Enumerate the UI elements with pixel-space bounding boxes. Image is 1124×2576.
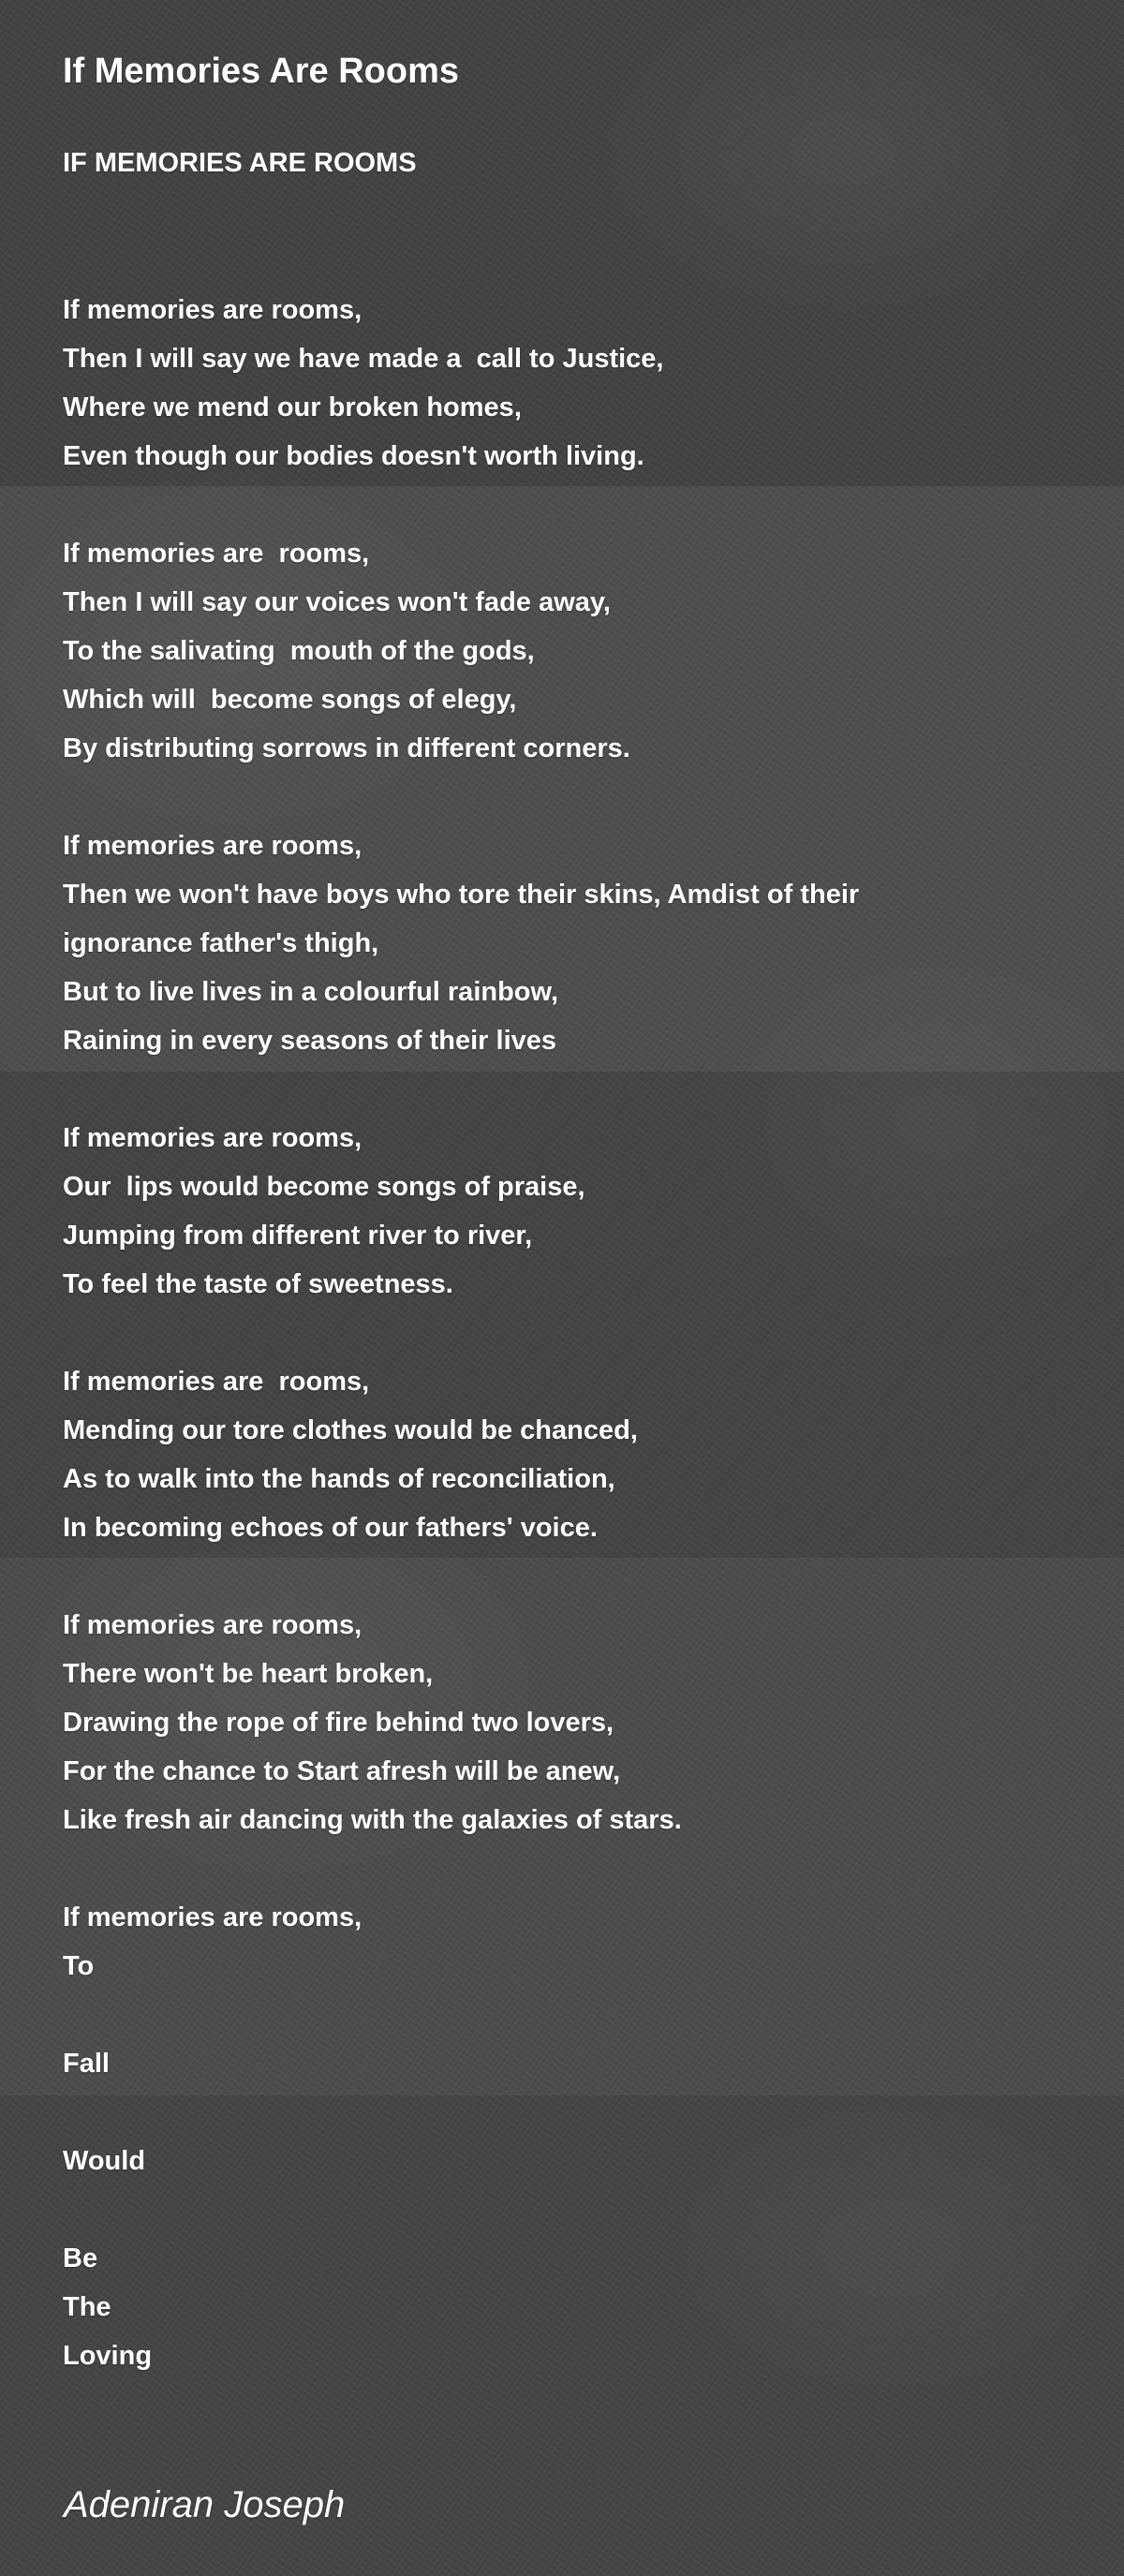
stanza bbox=[63, 1357, 1074, 1552]
poem-title: If Memories Are Rooms bbox=[63, 52, 460, 91]
poem-line: Then I will say our voices won't fade away, bbox=[63, 587, 611, 617]
poem-line: Be bbox=[63, 2243, 98, 2273]
stanza bbox=[63, 286, 1074, 481]
poem-line: Then I will say we have made a call to Justice, bbox=[63, 344, 664, 374]
poem-line: Even though our bodies doesn't worth living. bbox=[63, 441, 644, 471]
stanza-gap bbox=[63, 1991, 1074, 2039]
stanza bbox=[63, 2039, 1074, 2088]
poem-line: If memories are rooms, bbox=[63, 831, 362, 861]
stanza-gap bbox=[63, 773, 1074, 822]
stanza-gap bbox=[63, 1844, 1074, 1893]
poem-line: For the chance to Start afresh will be anew, bbox=[63, 1756, 621, 1786]
poem-line: Like fresh air dancing with the galaxies of stars. bbox=[63, 1805, 682, 1835]
poem-line: Jumping from different river to river, bbox=[63, 1221, 533, 1251]
poem-line: If memories are rooms, bbox=[63, 1367, 370, 1397]
poem-container bbox=[63, 47, 1074, 2371]
poem-line: Loving bbox=[63, 2341, 153, 2371]
stanza bbox=[63, 529, 1074, 773]
poem-body bbox=[63, 286, 1074, 2380]
poem-line: Which will become songs of elegy, bbox=[63, 685, 517, 715]
poem-line: If memories are rooms, bbox=[63, 539, 370, 569]
poem-line: Then we won't have boys who tore their skins, Amdist of their bbox=[63, 880, 860, 910]
poem-line: If memories are rooms, bbox=[63, 1610, 362, 1640]
stanza bbox=[63, 2137, 1074, 2185]
stanza-gap bbox=[63, 1309, 1074, 1357]
poem-line: By distributing sorrows in different corners. bbox=[63, 733, 630, 763]
stanza bbox=[63, 822, 1074, 1065]
poem-line: To feel the taste of sweetness. bbox=[63, 1269, 453, 1299]
poem-line: As to walk into the hands of reconciliation, bbox=[63, 1464, 615, 1494]
poem-line: Fall bbox=[63, 2049, 110, 2079]
stanza bbox=[63, 2234, 1074, 2380]
stanza bbox=[63, 1114, 1074, 1309]
poem-line: In becoming echoes of our fathers' voice. bbox=[63, 1513, 598, 1543]
poem-line: If memories are rooms, bbox=[63, 295, 362, 325]
stanza-gap bbox=[63, 1065, 1074, 1114]
poem-line: If memories are rooms, bbox=[63, 1123, 362, 1153]
poem-line: There won't be heart broken, bbox=[63, 1659, 434, 1689]
stanza bbox=[63, 1601, 1074, 1844]
stanza-gap bbox=[63, 2088, 1074, 2137]
poem-line: Would bbox=[63, 2146, 146, 2176]
poem-line: Drawing the rope of fire behind two lovers, bbox=[63, 1708, 614, 1738]
poem-author: Adeniran Joseph bbox=[64, 2484, 346, 2525]
poem-line: The bbox=[63, 2292, 111, 2322]
stanza bbox=[63, 1893, 1074, 1991]
stanza-gap bbox=[63, 1552, 1074, 1601]
poem-line: To bbox=[63, 1951, 95, 1981]
poem-line: But to live lives in a colourful rainbow, bbox=[63, 977, 559, 1007]
poem-line: Raining in every seasons of their lives bbox=[63, 1026, 557, 1056]
stanza-gap bbox=[63, 481, 1074, 529]
poem-line: Where we mend our broken homes, bbox=[63, 392, 522, 422]
poem-line: To the salivating mouth of the gods, bbox=[63, 636, 535, 666]
poem-line: If memories are rooms, bbox=[63, 1902, 362, 1932]
poem-subtitle: IF MEMORIES ARE ROOMS bbox=[63, 148, 417, 178]
poem-line: ignorance father's thigh, bbox=[63, 928, 379, 958]
stanza-gap bbox=[63, 2185, 1074, 2234]
poem-line: Our lips would become songs of praise, bbox=[63, 1172, 585, 1202]
poem-line: Mending our tore clothes would be chanced, bbox=[63, 1415, 638, 1445]
